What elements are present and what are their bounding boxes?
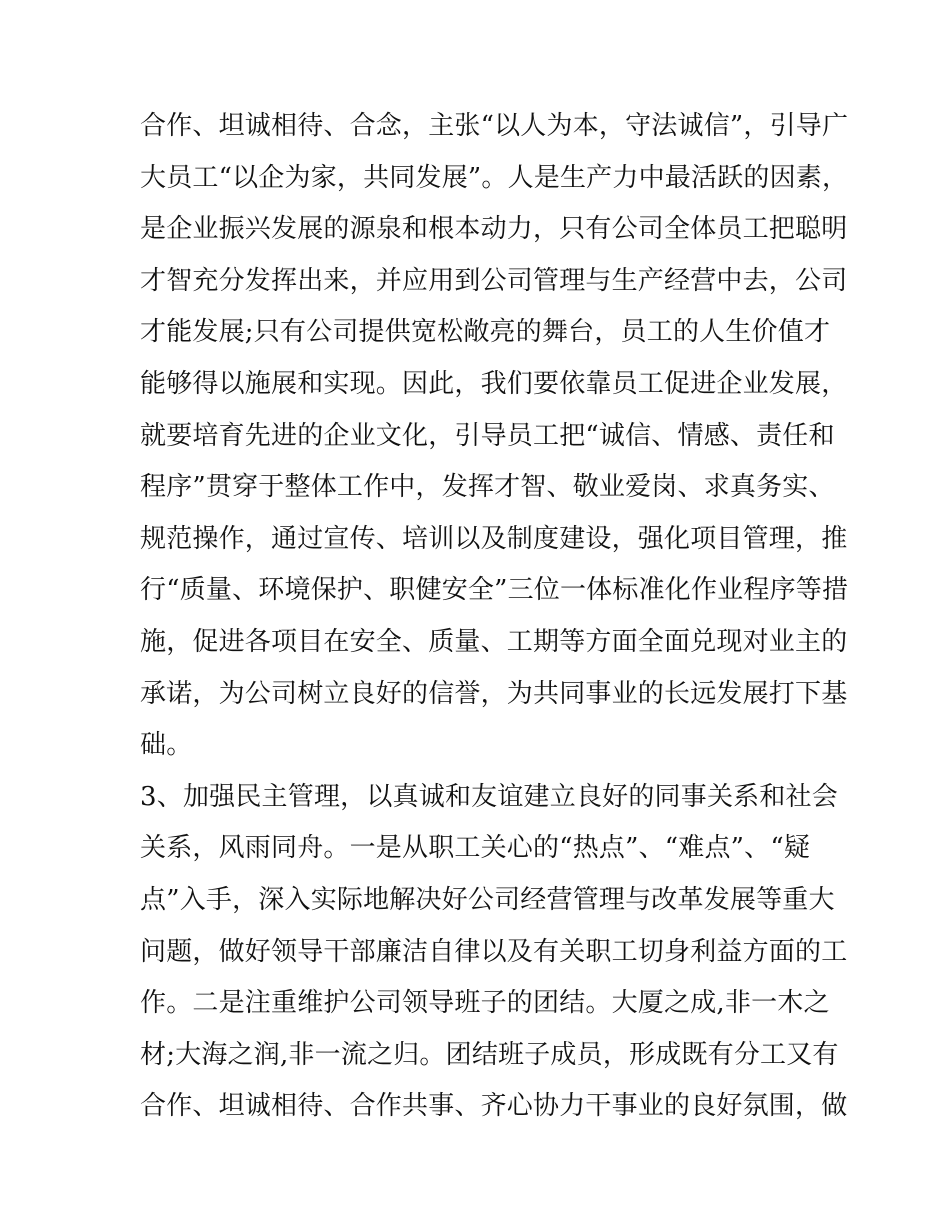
text-line: 关系，风雨同舟。一是从职工关心的“热点”、“难点”、“疑 xyxy=(140,833,811,864)
text-line: 问题，做好领导干部廉洁自律以及有关职工切身利益方面的工 xyxy=(140,936,848,967)
text-line: 合作、坦诚相待、合作共事、齐心协力干事业的良好氛围，做 xyxy=(140,1091,848,1122)
text-line: 大员工“以企为家，共同发展”。人是生产力中最活跃的因素， xyxy=(140,162,849,193)
text-line: 3、加强民主管理，以真诚和友谊建立良好的同事关系和社会 xyxy=(140,781,838,812)
text-line: 材;大海之润,非一流之归。团结班子成员，形成既有分工又有 xyxy=(140,1039,839,1070)
text-line: 合作、坦诚相待、合念，主张“以人为本，守法诚信”，引导广 xyxy=(140,111,849,141)
text-line: 础。 xyxy=(140,730,193,761)
text-line: 才智充分发挥出来，并应用到公司管理与生产经营中去，公司 xyxy=(140,265,848,296)
text-line: 行“质量、环境保护、职健安全”三位一体标准化作业程序等措 xyxy=(140,575,849,606)
text-line: 程序”贯穿于整体工作中，发挥才智、敬业爱岗、求真务实、 xyxy=(140,472,835,503)
text-line: 才能发展;只有公司提供宽松敞亮的舞台，员工的人生价值才 xyxy=(140,317,831,348)
text-line: 施，促进各项目在安全、质量、工期等方面全面兑现对业主的 xyxy=(140,626,848,657)
text-line: 作。二是注重维护公司领导班子的团结。大厦之成,非一木之 xyxy=(140,988,830,1019)
text-line: 规范操作，通过宣传、培训以及制度建设，强化项目管理，推 xyxy=(140,523,848,554)
text-line: 就要培育先进的企业文化，引导员工把“诚信、情感、责任和 xyxy=(140,420,835,451)
text-line: 是企业振兴发展的源泉和根本动力，只有公司全体员工把聪明 xyxy=(140,214,848,245)
document-body xyxy=(140,101,849,1133)
text-line: 点”入手，深入实际地解决好公司经营管理与改革发展等重大 xyxy=(140,884,835,915)
text-line: 能够得以施展和实现。因此，我们要依靠员工促进企业发展， xyxy=(140,368,848,399)
text-line: 承诺，为公司树立良好的信誉，为共同事业的长远发展打下基 xyxy=(140,678,848,709)
